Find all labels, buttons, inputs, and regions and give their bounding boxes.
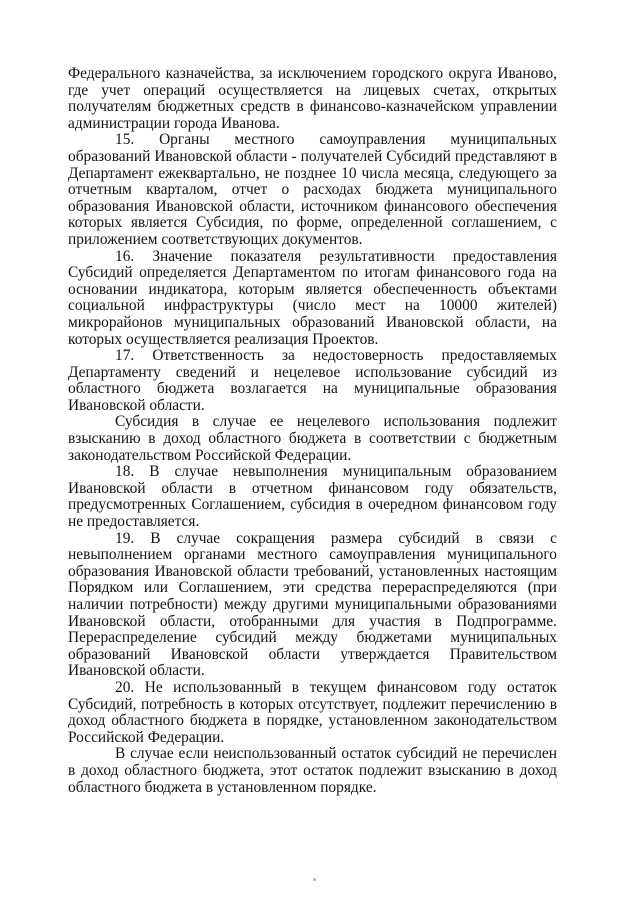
scan-mark bbox=[313, 878, 316, 881]
paragraph-continuation: Федерального казначейства, за исключением городского округа Иваново, где учет операций осуществляется на лицевых счетах, открытых получателям бюджетных средств в финансово-казначейском управлении администрации города Иванова. bbox=[68, 65, 557, 132]
paragraph-17-subsidy: Субсидия в случае ее нецелевого использования подлежит взысканию в доход областного бюджета в соответствии с бюджетным законодательством Российской Федерации. bbox=[68, 413, 557, 464]
paragraph-17: 17. Ответственность за недостоверность предоставляемых Департаменту сведений и нецелевое использование субсидий из областного бюджета возлагается на муниципальные образования Ивановской области. bbox=[68, 347, 557, 414]
paragraph-19: 19. В случае сокращения размера субсидий в связи с невыполнением органами местного самоуправления муниципального образования Ивановской области требований, установленных настоящим Порядком или Соглашением, эти средства перераспределяются (при наличии потребности) между другими муниципальными образованиями Ивановской области, отобранными для участия в Подпрограмме. Перераспределение субсидий между бюджетами муниципальных образований Ивановской области утверждается Правительством Ивановской области. bbox=[68, 529, 557, 680]
paragraph-20: 20. Не использованный в текущем финансовом году остаток Субсидий, потребность в которых отсутствует, подлежит перечислению в доход областного бюджета в порядке, установленном законодательством Российской Федерации. bbox=[68, 678, 557, 746]
paragraph-20-remainder: В случае если неиспользованный остаток субсидий не перечислен в доход областного бюджета, этот остаток подлежит взысканию в доход областного бюджета в установленном порядке. bbox=[68, 745, 557, 796]
document-body bbox=[68, 66, 557, 796]
paragraph-18: 18. В случае невыполнения муниципальным образованием Ивановской области в отчетном финансовом году обязательств, предусмотренных Соглашением, субсидия в очередном финансовом году не предоставляется. bbox=[68, 463, 557, 531]
paragraph-15: 15. Органы местного самоуправления муниципальных образований Ивановской области - получателей Субсидий представляют в Департамент ежеквартально, не позднее 10 числа месяца, следующего за отчетным кварталом, отчет о расходах бюджета муниципального образования Ивановской области, источником финансового обеспечения которых является Субсидия, по форме, определенной соглашением, с приложением соответствующих документов. bbox=[68, 131, 557, 248]
paragraph-16: 16. Значение показателя результативности предоставления Субсидий определяется Департаментом по итогам финансового года на основании индикатора, которым является обеспеченность объектами социальной инфраструктуры (число мест на 10000 жителей) микрорайонов муниципальных образований Ивановской области, на которых осуществляется реализация Проектов. bbox=[68, 247, 557, 348]
